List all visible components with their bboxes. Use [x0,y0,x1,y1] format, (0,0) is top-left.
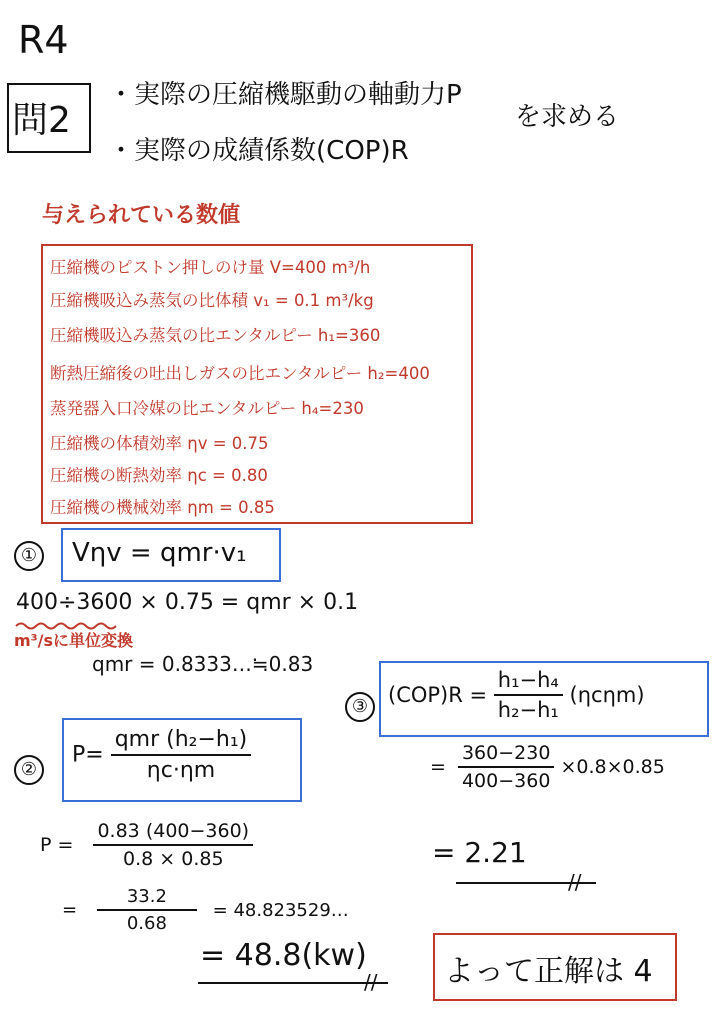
given-row: 圧縮機のピストン押しのけ量 V=400 m³/h [50,258,371,277]
year-label: R4 [18,18,69,62]
step1-mark-circle: ① [14,541,44,571]
step2-mark-circle: ② [14,755,44,785]
step3-calc [430,742,665,792]
given-row: 圧縮機の機械効率 ηm = 0.85 [50,498,275,517]
given-row: 圧縮機の断熱効率 ηc = 0.80 [50,466,268,485]
step3-calc-fraction [458,742,554,792]
step2-final-underline [198,982,388,984]
given-row: 圧縮機の体積効率 ηv = 0.75 [50,434,269,453]
step1-note: m³/sに単位変換 [14,631,134,650]
given-row: 圧縮機吸込み蒸気の比体積 v₁ = 0.1 m³/kg [50,291,374,310]
step1-formula: Vηv = qmr·v₁ [72,538,247,568]
step3-final-mark: // [568,870,582,894]
step2-final: = 48.8(kw) [200,938,367,973]
question-label: 問2 [12,100,71,141]
step2-calc2-eq: = [62,899,78,921]
step2-calc2-den: 0.68 [126,913,167,934]
step3-calc-num: 360−230 [458,742,554,768]
given-row: 断熱圧縮後の吐出しガスの比エンタルピー h₂=400 [50,364,430,383]
step2-calc2-num: 33.2 [97,886,197,911]
answer-text: よって正解は 4 [444,954,653,989]
step3-final: = 2.21 [432,836,527,869]
step2-fraction [111,727,252,783]
header-suffix: を求める [515,102,620,132]
step1-calc: 400÷3600 × 0.75 = qmr × 0.1 [16,590,359,615]
step1-result: qmr = 0.8333…≒0.83 [92,652,314,676]
step2-calc-fraction [93,820,253,870]
step3-formula [388,668,645,722]
given-row: 圧縮機吸込み蒸気の比エンタルピー h₁=360 [50,326,381,345]
bullet-2 [108,130,409,167]
step2-formula [72,727,251,783]
step3-num: h₁−h₄ [494,668,563,696]
step2-den: ηc·ηm [146,758,216,783]
step2-calc2-fraction [97,886,197,934]
bullet-2-text: 実際の成績係数(COP)R [134,136,409,166]
step2-calc [40,820,253,870]
bullet-1-text: 実際の圧縮機駆動の軸動力P [134,80,462,110]
step3-mark [345,692,375,722]
step3-lhs: (COP)R = [388,683,488,707]
step3-tail: (ηcηm) [569,683,645,707]
given-row: 蒸発器入口冷媒の比エンタルピー h₄=230 [50,399,364,418]
step2-final-mark: // [364,970,378,994]
step3-mark-circle: ③ [345,692,375,722]
step3-calc-eq: = [430,756,446,778]
given-heading: 与えられている数値 [42,203,241,228]
bullet-dot: ・ [108,136,135,166]
step3-fraction [494,668,563,722]
bullet-1 [108,74,462,111]
step2-calc-lhs: P = [40,834,74,856]
step3-calc-tail: ×0.8×0.85 [560,756,665,778]
step3-calc-den: 400−360 [461,770,551,792]
step3-den: h₂−h₁ [497,698,559,722]
step2-lhs: P= [72,742,104,768]
step2-calc-num: 0.83 (400−360) [93,820,253,846]
step2-calc-den: 0.8 × 0.85 [123,848,224,870]
step2-calc2-result: = 48.823529… [212,899,349,921]
step1-mark [14,541,44,571]
step2-num: qmr (h₂−h₁) [111,727,252,756]
step2-calc2 [62,886,349,934]
bullet-dot: ・ [108,80,135,110]
step2-mark [14,755,44,785]
